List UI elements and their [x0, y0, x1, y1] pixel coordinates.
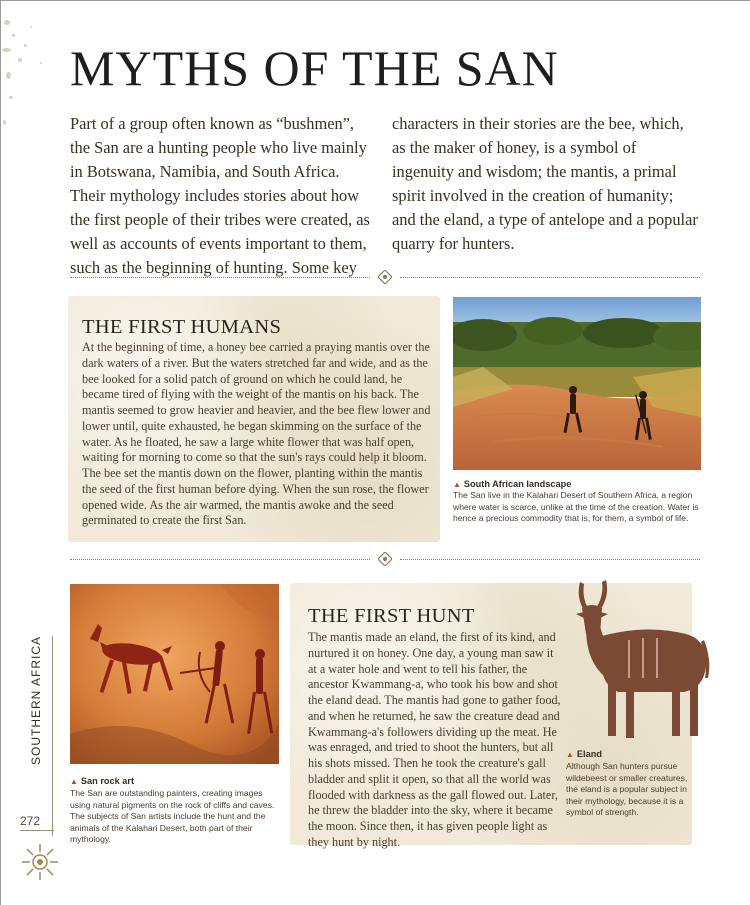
page-number: 272: [20, 814, 54, 831]
eland-caption-text: Although San hunters pursue wildebeest or smaller creatures, the eland is a popular subject in their mythology, because it is a symbol of strength.: [566, 761, 688, 818]
sun-emblem-icon: [20, 842, 60, 882]
landscape-photo: [453, 297, 701, 470]
first-hunt-text: The mantis made an eland, the first of its kind, and nurtured it on honey. One day, a young man saw it at a water hole and went to tell his father, the ancestor Kwammang-a, who took his bow and shot the eland dead. The mantis had gone to gather food, and when he returned, he saw the creature dead and Kwammang-a's followers dividing up the meat. He was enraged, and tried to shoot the hunters, but all his shots missed. Then he took the creature's gall bladder and split it open, so that all the world was flooded with darkness as the gall flowed out. Later, he threw the bladder into the sky, where it became the moon. Since then, it has given people light as they hunt by night.: [308, 630, 561, 849]
eland-caption-title: ▲ Eland: [566, 749, 602, 759]
triangle-marker-icon: ▲: [70, 777, 78, 786]
rock-art-caption-title: ▲ San rock art: [70, 776, 135, 786]
eland-illustration: [566, 580, 716, 745]
rock-art-caption-text: The San are outstanding painters, creating images using natural pigments on the rock of cliffs and caves. The subjects of San artists include the hunt and the animals of the Kalahari Desert, both part of their mythology.: [70, 788, 275, 845]
first-humans-text: At the beginning of time, a honey bee carried a praying mantis over the dark waters of a river. But the waters stretched far and wide, and as the bee looked for a solid patch of ground on which he could land, he became tired of flying with the weight of the mantis on his back. The mantis seemed to grow heavier and heavier, and the bee flew lower and lower until, quite exhausted, he began skimming on the surface of the water. As he floated, he saw a large white flower that was half open, waiting for morning to come so that the sun's rays could help it bloom. The bee set the mantis down on the flower, planting within the mantis the seed of the first human before dying. When the sun rose, the flower opened wide. As the air warmed, the mantis awoke and the seed germinated to create the first San.: [82, 340, 431, 528]
landscape-caption-text: The San live in the Kalahari Desert of Southern Africa, a region where water is scarce, unlike at the time of the creation. Water is hence a precious commodity that is, for them, a symbol of life.: [453, 490, 699, 524]
triangle-marker-icon: ▲: [566, 750, 574, 759]
landscape-caption-title: ▲ South African landscape: [453, 479, 572, 489]
intro-text: Part of a group often known as “bushmen”, the San are a hunting people who live mainly in Botswana, Namibia, and South Africa. Their mythology includes stories about how the first people of their tribes were created, as well as accounts of events important to them, such as the beginning of hunting. Some key characters in their stories are the bee, which, as the maker of honey, is a symbol of ingenuity and wisdom; the mantis, a primal spirit involved in the creation of humanity; and the eland, a type of antelope and a popular quarry for hunters.: [70, 114, 698, 277]
page-title: MYTHS OF THE SAN: [70, 40, 559, 96]
section-side-label: SOUTHERN AFRICA: [29, 636, 43, 766]
first-humans-title: THE FIRST HUMANS: [82, 316, 282, 338]
side-rule: [52, 636, 53, 836]
section-divider: [70, 272, 700, 284]
diamond-ornament-icon: [378, 270, 392, 284]
rock-art-photo: [70, 584, 279, 764]
section-divider: [70, 554, 700, 566]
triangle-marker-icon: ▲: [453, 480, 461, 489]
diamond-ornament-icon: [378, 552, 392, 566]
first-hunt-title: THE FIRST HUNT: [308, 605, 475, 627]
